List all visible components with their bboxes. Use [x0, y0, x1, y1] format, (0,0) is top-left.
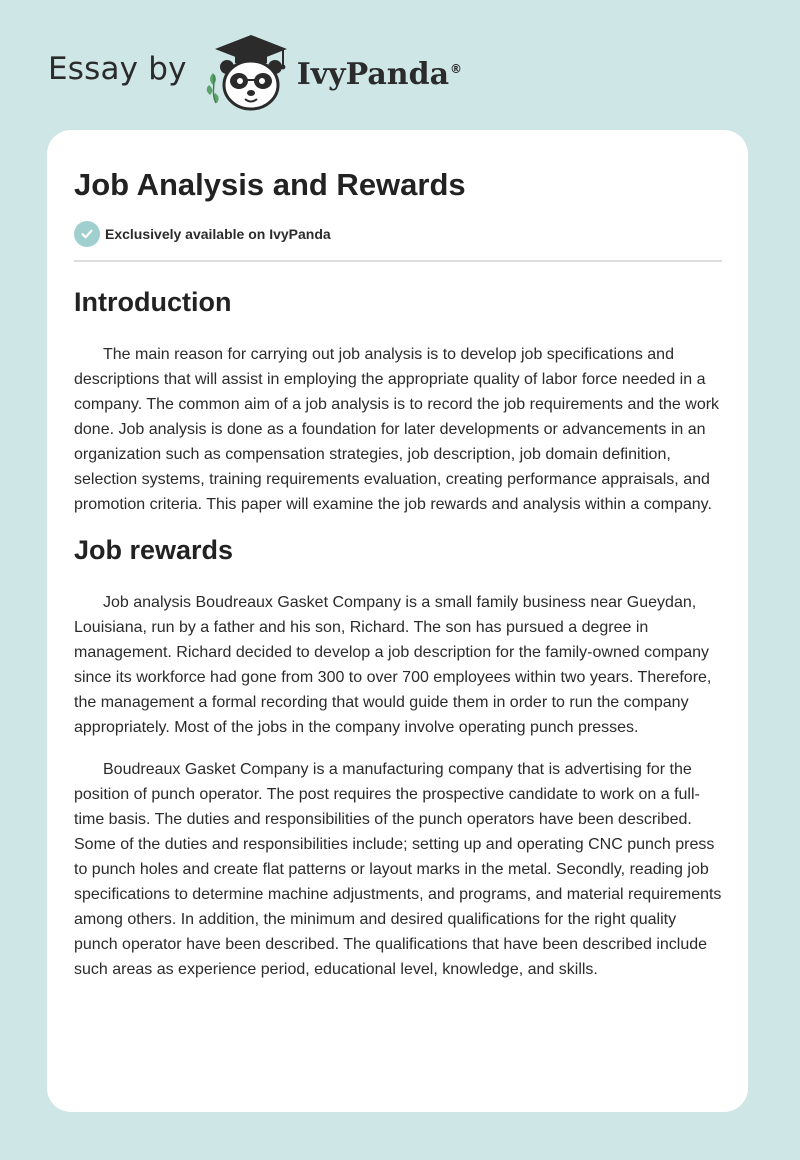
exclusive-badge-label: Exclusively available on IvyPanda: [105, 226, 331, 242]
section-introduction: [74, 286, 722, 517]
essay-card: [47, 130, 748, 1112]
paragraph: The main reason for carrying out job analysis is to develop job specifications and descriptions that will assist in employing the appropriate quality of labor force needed in a company. The common aim of a job analysis is to record the job requirements and the work done. Job analysis is done as a foundation for later developments or advancements in an organization such as compensation strategies, job description, job domain definition, selection systems, training requirements evaluation, creating performance appraisals, and promotion criteria. This paper will examine the job rewards and analysis within a company.: [74, 346, 720, 513]
paragraph: Job analysis Boudreaux Gasket Company is a small family business near Gueydan, Louisiana, run by a father and his son, Richard. The son has pursued a degree in management. Richard decided to develop a job description for the family-owned company since its workforce had gone from 300 to over 700 employees within two years. Therefore, the management a formal recording that would guide them in order to run the company appropriately. Most of the jobs in the company involve operating punch presses.: [74, 594, 712, 736]
checkmark-icon: [74, 221, 100, 247]
section-heading: Job rewards: [74, 535, 234, 565]
brand-name: IvyPanda®: [296, 56, 463, 92]
brand-header[interactable]: [48, 32, 462, 112]
page-title: Job Analysis and Rewards: [74, 167, 466, 202]
exclusive-badge: [74, 220, 722, 248]
section-heading: Introduction: [74, 287, 232, 317]
section-job-rewards: [74, 534, 722, 982]
paragraph: Boudreaux Gasket Company is a manufacturing company that is advertising for the position of punch operator. The post requires the prospective candidate to work on a full-time basis. The duties and responsibilities of the punch operators have been described. Some of the duties and responsibilities include; setting up and operating CNC punch press to punch holes and create flat patterns or layout marks in the metal. Secondly, reading job specifications to determine machine adjustments, and programs, and material requirements among others. In addition, the minimum and desired qualifications for the right quality punch operator have been described. The qualifications that have been described include such areas as experience period, educational level, knowledge, and skills.: [74, 761, 722, 978]
brand-prefix: Essay by: [48, 51, 187, 87]
divider: [74, 260, 722, 262]
panda-logo-icon: [203, 33, 293, 111]
